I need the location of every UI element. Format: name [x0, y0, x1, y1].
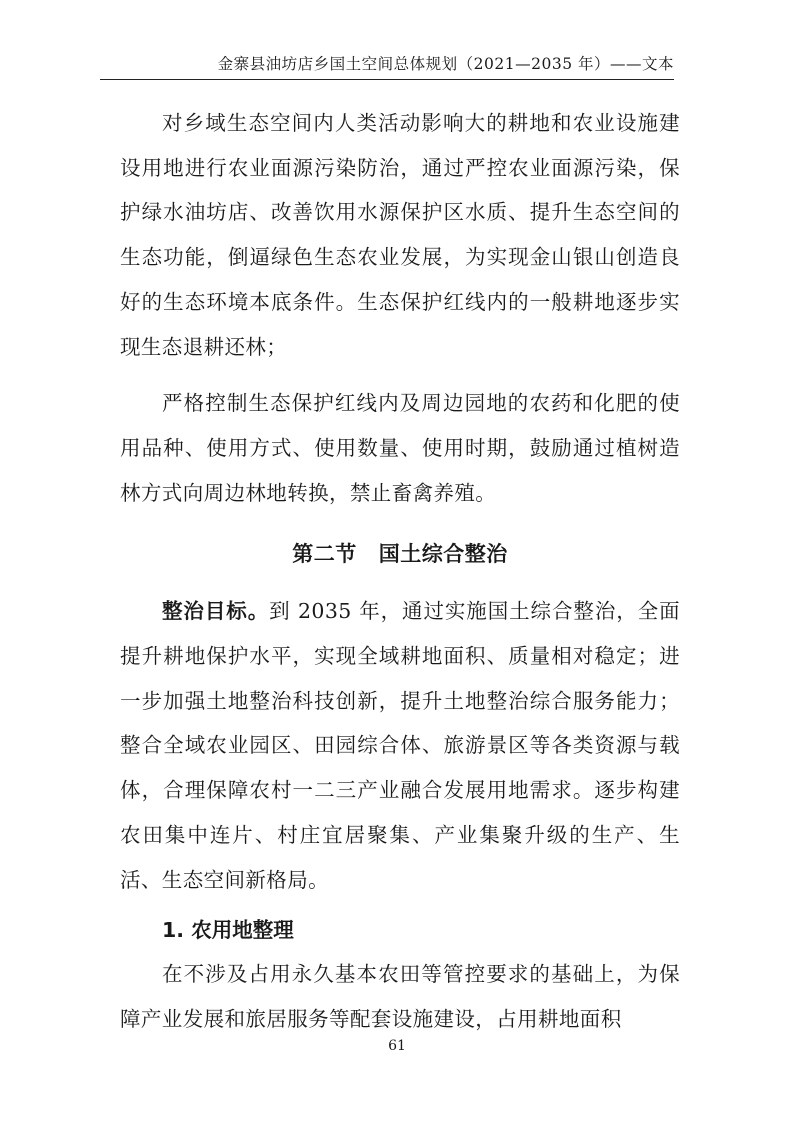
section-title: 国土综合整治	[378, 542, 508, 567]
section-number: 第二节	[292, 542, 357, 567]
goal-lead: 整治目标。	[162, 599, 270, 624]
page-number: 61	[388, 1038, 406, 1054]
running-header: 金寨县油坊店乡国土空间总体规划（2021—2035 年）——文本	[100, 52, 674, 80]
paragraph-pollution-control: 对乡域生态空间内人类活动影响大的耕地和农业设施建设用地进行农业面源污染防治，通过严控农业面源污染，保护绿水油坊店、改善饮用水源保护区水质、提升生态空间的生态功能，倒逼绿色生态农业发展，为实现金山银山创造良好的生态环境本底条件。生态保护红线内的一般耕地逐步实现生态退耕还林；	[120, 111, 680, 359]
paragraph-farmland: 在不涉及占用永久基本农田等管控要求的基础上，为保障产业发展和旅居服务等配套设施建设，占用耕地面积	[120, 962, 680, 1031]
paragraph-orchard-control: 严格控制生态保护红线内及周边园地的农药和化肥的使用品种、使用方式、使用数量、使用时期，鼓励通过植树造林方式向周边林地转换，禁止畜禽养殖。	[120, 391, 680, 505]
paragraph-goal	[120, 589, 680, 902]
goal-text: 到 2035 年，通过实施国土综合整治，全面提升耕地保护水平，实现全域耕地面积、质量相对稳定；进一步加强土地整治科技创新，提升土地整治综合服务能力；整合全域农业园区、田园综合体、旅游景区等各类资源与载体，合理保障农村一二三产业融合发展用地需求。逐步构建农田集中连片、村庄宜居聚集、产业集聚升级的生产、生活、生态空间新格局。	[120, 599, 680, 892]
document-body	[120, 101, 680, 1042]
section-heading	[120, 527, 680, 581]
subsection-heading: 1. 农用地整理	[162, 918, 294, 943]
